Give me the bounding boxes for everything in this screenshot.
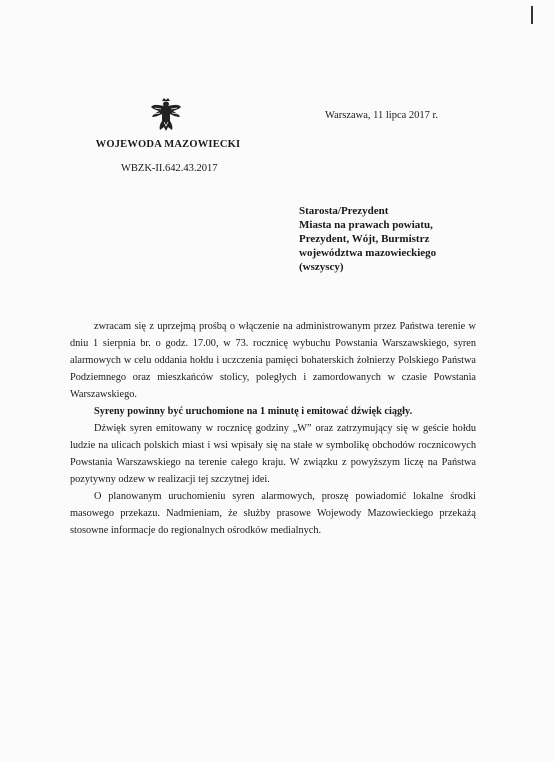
body-paragraph: O planowanym uruchomieniu syren alarmowych, proszę powiadomić lokalne środki masowego przekazu. Nadmieniam, że służby prasowe Wojewody Mazowieckiego przekażą stosowne informacje do regionalnych ośrodków medialnych. <box>70 491 476 536</box>
scan-edge-mark <box>531 6 533 24</box>
recipient-line: województwa mazowieckiego <box>299 247 437 259</box>
reference-number: WBZK-II.642.43.2017 <box>121 163 218 174</box>
polish-eagle-emblem-icon <box>150 97 182 133</box>
body-paragraph-emphasis: Syreny powinny być uruchomione na 1 minutę i emitować dźwięk ciągły. <box>94 406 413 417</box>
issuing-office: WOJEWODA MAZOWIECKI <box>95 139 241 150</box>
recipient-block <box>299 204 436 274</box>
place-and-date: Warszawa, 11 lipca 2017 r. <box>325 110 439 121</box>
body-paragraph: Dźwięk syren emitowany w rocznicę godziny „W” oraz zatrzymujący się w geście hołdu ludzie na ulicach polskich miast i wsi wpisały się na stałe w symbolikę obchodów rocznicowych Powstania Warszawskiego na terenie całego kraju. W związku z powyższym liczę na Państwa pozytywny odzew w realizacji tej szczytnej idei. <box>70 423 476 485</box>
body-paragraph: zwracam się z uprzejmą prośbą o włączenie na administrowanym przez Państwa terenie w dniu 1 sierpnia br. o godz. 17.00, w 73. rocznicę wybuchu Powstania Warszawskiego, syren alarmowych w celu oddania hołdu i uczczenia pamięci bohaterskich żołnierzy Polskiego Państwa Podziemnego oraz mieszkańców stolicy, poległych i zamordowanych w czasie Powstania Warszawskiego. <box>70 321 476 400</box>
recipient-line: (wszyscy) <box>299 261 344 273</box>
recipient-line: Starosta/Prezydent <box>299 205 389 217</box>
recipient-line: Miasta na prawach powiatu, <box>299 219 433 231</box>
letter-body <box>70 318 476 539</box>
recipient-line: Prezydent, Wójt, Burmistrz <box>299 233 430 245</box>
